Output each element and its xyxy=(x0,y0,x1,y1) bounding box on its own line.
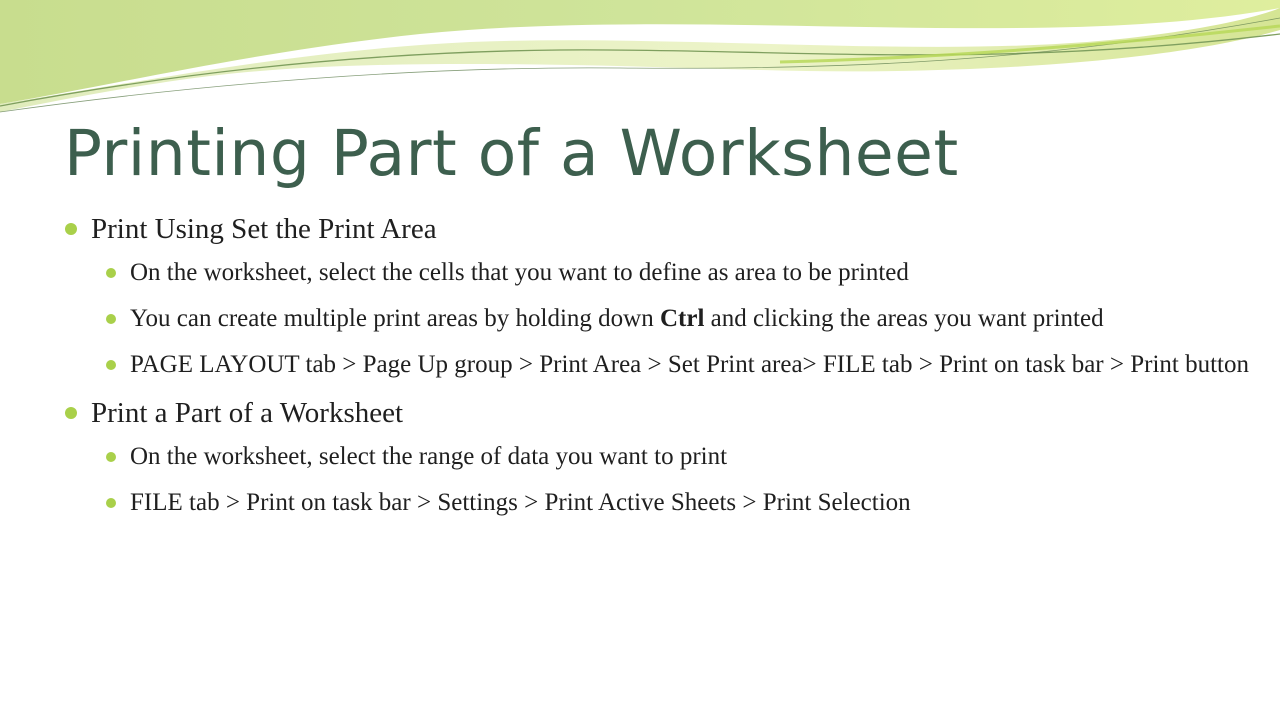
section-heading: Print Using Set the Print Area xyxy=(91,213,437,245)
bullet-text-part: You can create multiple print areas by holding down xyxy=(130,305,660,332)
bullet-level1 xyxy=(64,208,1254,250)
bullet-level2 xyxy=(104,300,1254,337)
bullet-level2 xyxy=(104,484,1254,521)
bullet-dot xyxy=(106,314,116,324)
bullet-dot xyxy=(65,223,77,235)
bullet-dot xyxy=(106,268,116,278)
bullet-level2 xyxy=(104,254,1254,291)
bullet-dot xyxy=(65,407,77,419)
bullet-level2 xyxy=(104,438,1254,475)
bullet-text: PAGE LAYOUT tab > Page Up group > Print Area > Set Print area> FILE tab > Print on task bar > Print button xyxy=(130,351,1249,378)
bullet-text: On the worksheet, select the cells that you want to define as area to be printed xyxy=(130,259,909,286)
bullet-dot xyxy=(106,498,116,508)
bullet-text: On the worksheet, select the range of data you want to print xyxy=(130,443,728,470)
bullet-level2 xyxy=(104,346,1254,383)
slide-title: Printing Part of a Worksheet xyxy=(64,117,959,190)
bullet-dot xyxy=(106,452,116,462)
bullet-text-part: and clicking the areas you want printed xyxy=(704,305,1104,332)
bullet-level1 xyxy=(64,392,1254,434)
bullet-text-bold: Ctrl xyxy=(659,305,705,332)
bullet-dot xyxy=(106,360,116,370)
bullet-list xyxy=(64,208,1254,530)
bullet-text: FILE tab > Print on task bar > Settings > Print Active Sheets > Print Selection xyxy=(130,489,911,516)
decorative-swoosh-banner xyxy=(0,0,1280,130)
section-heading: Print a Part of a Worksheet xyxy=(91,397,404,429)
